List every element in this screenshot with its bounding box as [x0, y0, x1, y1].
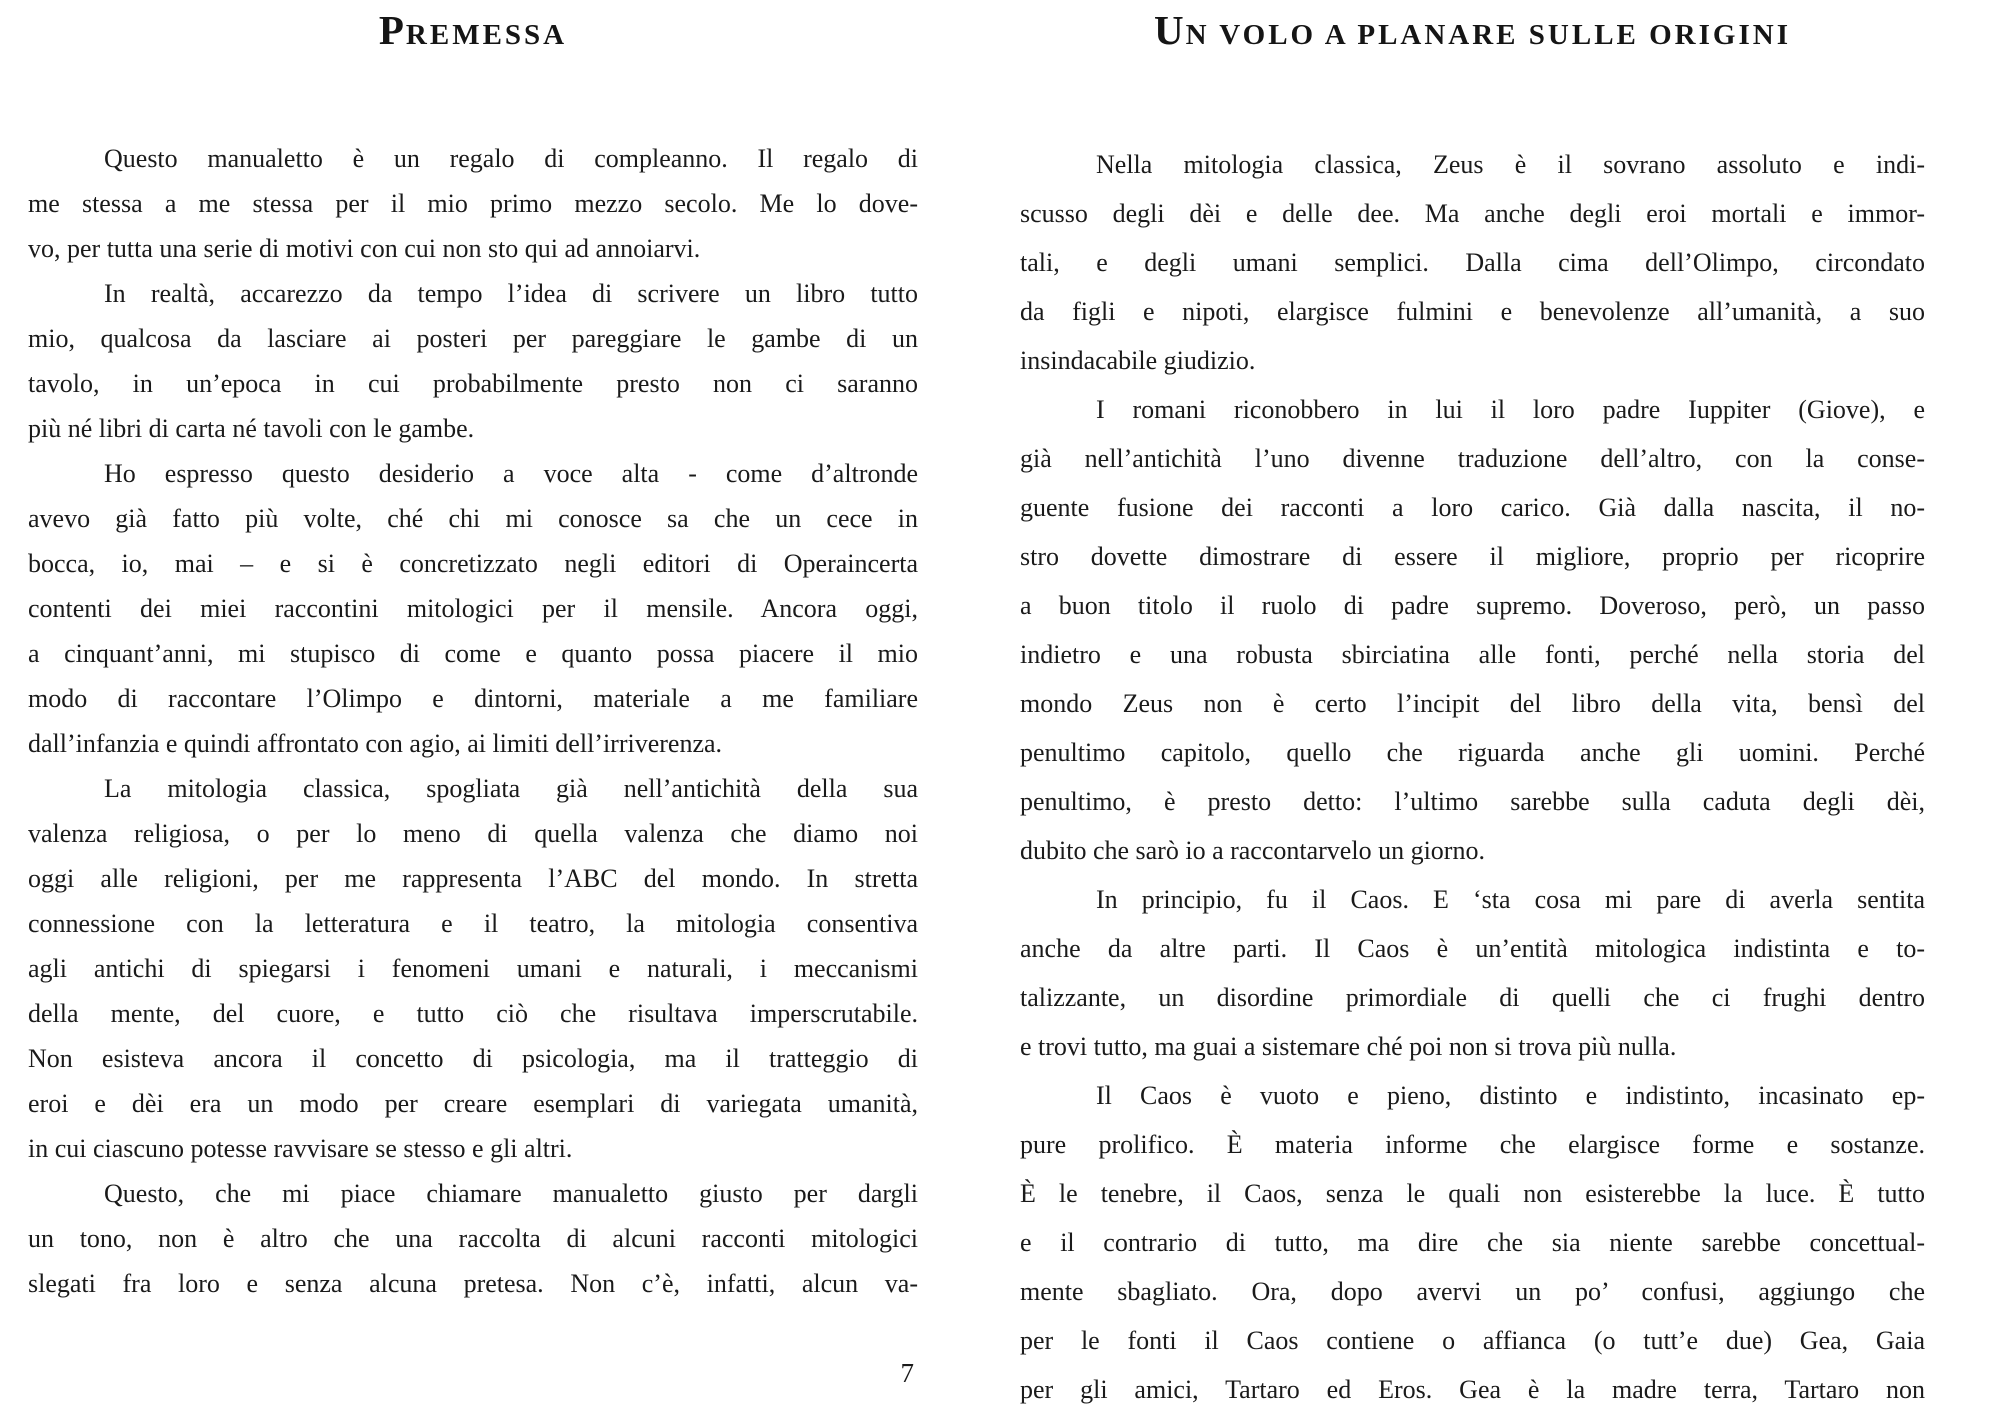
text-line: valenza religiosa, o per lo meno di quella valenza che diamo noi — [28, 819, 918, 848]
paragraph — [28, 271, 918, 451]
text-line: me stessa a me stessa per il mio primo mezzo secolo. Me lo dove- — [28, 189, 918, 218]
left-body-text — [28, 136, 918, 1306]
text-line: per le fonti il Caos contiene o affianca (o tutt’e due) Gea, Gaia — [1020, 1326, 1925, 1355]
text-line: La mitologia classica, spogliata già nell’antichità della sua — [104, 774, 918, 803]
text-line: penultimo capitolo, quello che riguarda anche gli uomini. Perché — [1020, 738, 1925, 767]
text-line: mondo Zeus non è certo l’incipit del libro della vita, bensì del — [1020, 689, 1925, 718]
text-line: stro dovette dimostrare di essere il migliore, proprio per ricoprire — [1020, 542, 1925, 571]
text-line: agli antichi di spiegarsi i fenomeni umani e naturali, i meccanismi — [28, 954, 918, 983]
left-page — [28, 0, 918, 1425]
paragraph — [1020, 875, 1925, 1071]
paragraph — [28, 766, 918, 1171]
right-title-small-caps: N VOLO A PLANARE SULLE ORIGINI — [1185, 19, 1791, 51]
text-line: in cui ciascuno potesse ravvisare se stesso e gli altri. — [28, 1134, 573, 1163]
text-line: In principio, fu il Caos. E ‘sta cosa mi pare di averla sentita — [1096, 885, 1925, 914]
text-line: slegati fra loro e senza alcuna pretesa. Non c’è, infatti, alcun va- — [28, 1269, 918, 1298]
text-line: e il contrario di tutto, ma dire che sia niente sarebbe concettual- — [1020, 1228, 1925, 1257]
text-line: mente sbagliato. Ora, dopo avervi un po’ confusi, aggiungo che — [1020, 1277, 1925, 1306]
paragraph — [28, 1171, 918, 1306]
text-line: avevo già fatto più volte, ché chi mi conosce sa che un cece in — [28, 504, 918, 533]
left-title-small-caps: REMESSA — [405, 19, 568, 51]
right-chapter-title — [1020, 6, 1925, 54]
text-line: tali, e degli umani semplici. Dalla cima dell’Olimpo, circondato — [1020, 248, 1925, 277]
text-line: pure prolifico. È materia informe che elargisce forme e sostanze. — [1020, 1130, 1925, 1159]
text-line: a buon titolo il ruolo di padre supremo. Doveroso, però, un passo — [1020, 591, 1925, 620]
text-line: dall’infanzia e quindi affrontato con agio, ai limiti dell’irriverenza. — [28, 729, 723, 758]
text-line: penultimo, è presto detto: l’ultimo sarebbe sulla caduta degli dèi, — [1020, 787, 1925, 816]
text-line: della mente, del cuore, e tutto ciò che risultava imperscrutabile. — [28, 999, 918, 1028]
text-line: dubito che sarò io a raccontarvelo un giorno. — [1020, 836, 1485, 865]
text-line: per gli amici, Tartaro ed Eros. Gea è la madre terra, Tartaro non — [1020, 1375, 1925, 1404]
text-line: connessione con la letteratura e il teatro, la mitologia consentiva — [28, 909, 918, 938]
paragraph — [28, 451, 918, 766]
text-line: e trovi tutto, ma guai a sistemare ché poi non si trova più nulla. — [1020, 1032, 1677, 1061]
text-line: da figli e nipoti, elargisce fulmini e benevolenze all’umanità, a suo — [1020, 297, 1925, 326]
text-line: un tono, non è altro che una raccolta di alcuni racconti mitologici — [28, 1224, 918, 1253]
text-line: Il Caos è vuoto e pieno, distinto e indistinto, incasinato ep- — [1096, 1081, 1925, 1110]
text-line: già nell’antichità l’uno divenne traduzione dell’altro, con la conse- — [1020, 444, 1925, 473]
paragraph — [1020, 1071, 1925, 1414]
text-line: Non esisteva ancora il concetto di psicologia, ma il tratteggio di — [28, 1044, 918, 1073]
text-line: vo, per tutta una serie di motivi con cui non sto qui ad annoiarvi. — [28, 234, 701, 263]
text-line: contenti dei miei raccontini mitologici per il mensile. Ancora oggi, — [28, 594, 918, 623]
text-line: eroi e dèi era un modo per creare esemplari di variegata umanità, — [28, 1089, 918, 1118]
text-line: mio, qualcosa da lasciare ai posteri per pareggiare le gambe di un — [28, 324, 918, 353]
text-line: modo di raccontare l’Olimpo e dintorni, materiale a me familiare — [28, 684, 918, 713]
text-line: Questo manualetto è un regalo di compleanno. Il regalo di — [104, 144, 918, 173]
paragraph — [1020, 385, 1925, 875]
page-number: 7 — [900, 1358, 914, 1388]
text-line: scusso degli dèi e delle dee. Ma anche degli eroi mortali e immor- — [1020, 199, 1925, 228]
text-line: In realtà, accarezzo da tempo l’idea di scrivere un libro tutto — [104, 279, 918, 308]
text-line: talizzante, un disordine primordiale di quelli che ci frughi dentro — [1020, 983, 1925, 1012]
text-line: a cinquant’anni, mi stupisco di come e quanto possa piacere il mio — [28, 639, 918, 668]
text-line: insindacabile giudizio. — [1020, 346, 1256, 375]
left-chapter-title — [28, 6, 918, 54]
left-title-lead-cap: P — [378, 7, 406, 53]
paragraph — [1020, 140, 1925, 385]
text-line: indietro e una robusta sbirciatina alle fonti, perché nella storia del — [1020, 640, 1925, 669]
paragraph — [28, 136, 918, 271]
text-line: I romani riconobbero in lui il loro padre Iuppiter (Giove), e — [1096, 395, 1925, 424]
right-title-lead-cap: U — [1154, 7, 1186, 53]
right-page — [1020, 0, 1925, 1425]
right-body-text — [1020, 140, 1925, 1414]
text-line: anche da altre parti. Il Caos è un’entità mitologica indistinta e to- — [1020, 934, 1925, 963]
text-line: oggi alle religioni, per me rappresenta l’ABC del mondo. In stretta — [28, 864, 918, 893]
text-line: È le tenebre, il Caos, senza le quali non esisterebbe la luce. È tutto — [1020, 1179, 1925, 1208]
text-line: guente fusione dei racconti a loro carico. Già dalla nascita, il no- — [1020, 493, 1925, 522]
text-line: Questo, che mi piace chiamare manualetto giusto per dargli — [104, 1179, 918, 1208]
text-line: più né libri di carta né tavoli con le gambe. — [28, 414, 475, 443]
text-line: Ho espresso questo desiderio a voce alta - come d’altronde — [104, 459, 918, 488]
text-line: Nella mitologia classica, Zeus è il sovrano assoluto e indi- — [1096, 150, 1925, 179]
text-line: tavolo, in un’epoca in cui probabilmente presto non ci saranno — [28, 369, 918, 398]
text-line: bocca, io, mai – e si è concretizzato negli editori di Operaincerta — [28, 549, 918, 578]
